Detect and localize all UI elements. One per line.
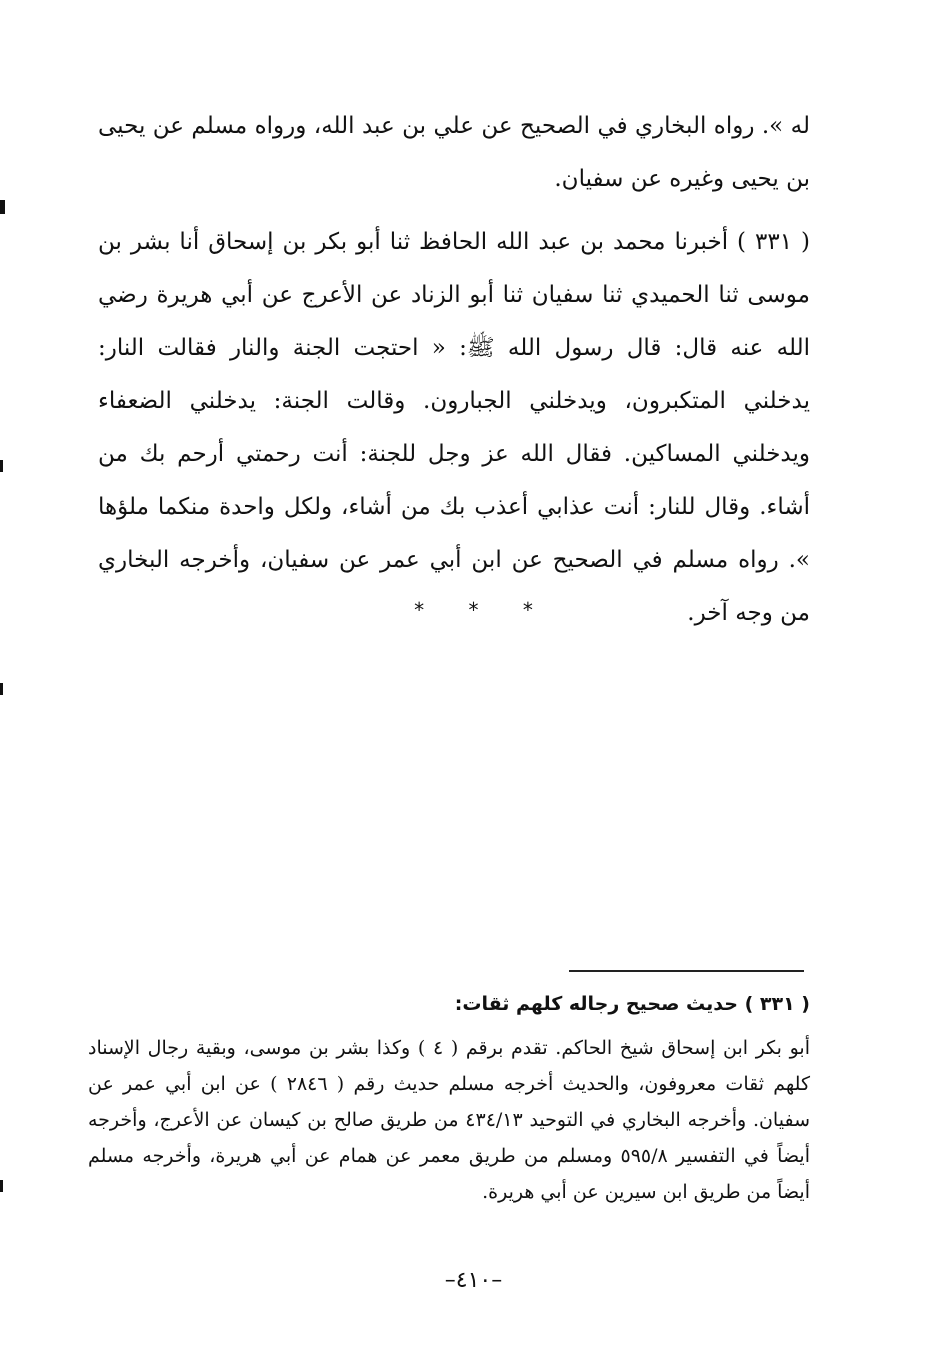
footnote-divider xyxy=(569,970,804,972)
page-number: –٤١٠– xyxy=(444,1268,503,1293)
paragraph-2-hadith-331: ( ٣٣١ ) أخبرنا محمد بن عبد الله الحافظ ثنا أبو بكر بن إسحاق أنا بشر بن موسى ثنا الحميدي ثنا سفيان ثنا أبو الزناد عن الأعرج عن أبي هريرة رضي الله عنه قال: قال رسول الله ﷺ: « احتجت الجنة والنار فقالت النار: يدخلني المتكبرون، ويدخلني الجبارون. وقالت الجنة: يدخلني الضعفاء ويدخلني المساكين. فقال الله عز وجل للجنة: أنت رحمتي أرحم بك من أشاء. وقال للنار: أنت عذابي أعذب بك من أشاء، ولكل واحدة منكما ملؤها ». رواه مسلم في الصحيح عن ابن أبي عمر عن سفيان، وأخرجه البخاري من وجه آخر. xyxy=(98,229,810,626)
scan-edge-mark xyxy=(0,683,3,695)
footnote-body: أبو بكر ابن إسحاق شيخ الحاكم. تقدم برقم ( ٤ ) وكذا بشر بن موسى، وبقية رجال الإسناد كلهم ثقات معروفون، والحديث أخرجه مسلم حديث رقم ( ٢٨٤٦ ) عن ابن أبي عمر عن سفيان. وأخرجه البخاري في التوحيد ٤٣٤/١٣ من طريق صالح بن كيسان عن الأعرج، وأخرجه أيضاً في التفسير ٥٩٥/٨ ومسلم من طريق معمر عن همام عن أبي هريرة، وأخرجه مسلم أيضاً من طريق ابن سيرين عن أبي هريرة. xyxy=(88,1037,810,1203)
scan-edge-mark xyxy=(0,200,5,214)
footnote-heading: ( ٣٣١ ) حديث صحيح رجاله كلهم ثقات: xyxy=(454,993,810,1015)
section-separator: * * * xyxy=(414,598,533,622)
scan-edge-mark xyxy=(0,460,3,472)
paragraph-1: له ». رواه البخاري في الصحيح عن علي بن عبد الله، ورواه مسلم عن يحيى بن يحيى وغيره عن سفيان. xyxy=(98,113,810,192)
scan-edge-mark xyxy=(0,1180,3,1192)
